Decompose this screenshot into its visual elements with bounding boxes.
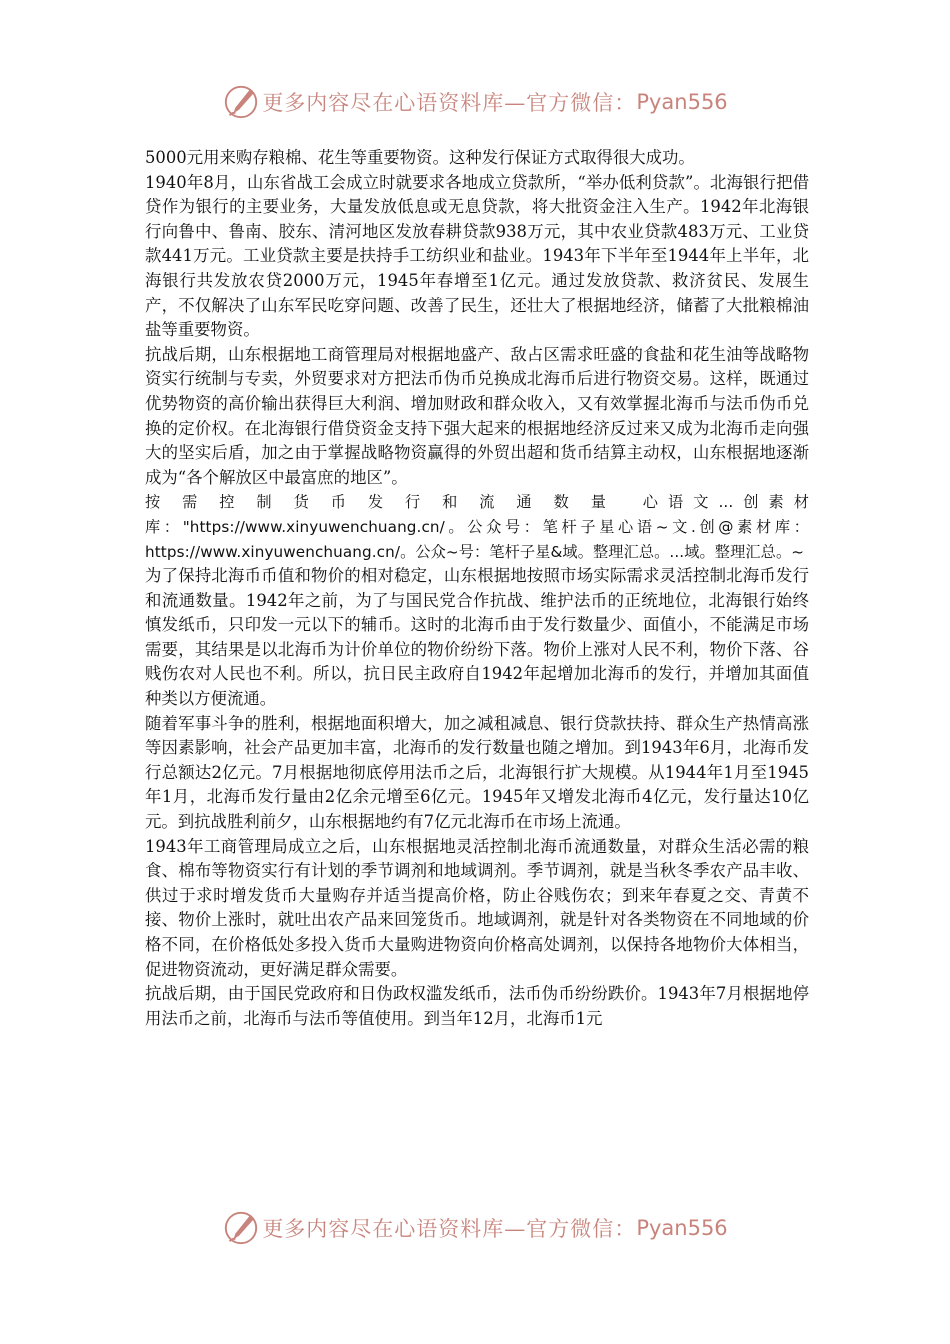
header-banner	[0, 82, 950, 122]
paragraph: 抗战后期，山东根据地工商管理局对根据地盛产、敌占区需求旺盛的食盐和花生油等战略物资实行统制与专卖，外贸要求对方把法币伪币兑换成北海币后进行物资交易。这样，既通过优势物资的高价输出获得巨大利润、增加财政和群众收入，又有效掌握北海币与法币伪币兑换的定价权。在北海银行借贷资金支持下强大起来的根据地经济反过来又成为北海币走向强大的坚实后盾，加之由于掌握战略物资赢得的外贸出超和货币结算主动权，山东根据地逐渐成为“各个解放区中最富庶的地区”。	[145, 344, 809, 487]
section-heading	[145, 490, 809, 564]
paragraph: 抗战后期，由于国民党政府和日伪政权滥发纸币，法币伪币纷纷跌价。1943年7月根据地停用法币之前，北海币与法币等值使用。到当年12月，北海币1元	[145, 984, 809, 1028]
wechat-id: Pyan556	[636, 1216, 728, 1240]
wechat-id: Pyan556	[636, 90, 728, 114]
quill-pen-icon	[222, 1209, 260, 1247]
paragraph: 1940年8月，山东省战工会成立时就要求各地成立贷款所，“举办低利贷款”。北海银行把借贷作为银行的主要业务，大量发放低息或无息贷款，将大批资金注入生产。1942年北海银行向鲁中、鲁南、胶东、清河地区发放春耕贷款938万元，其中农业贷款483万元、工业贷款441万元。工业贷款主要是扶持手工纺织业和盐业。1943年下半年至1944年上半年，北海银行共发放农贷2000万元，1945年春增至1亿元。通过发放贷款、救济贫民、发展生产，不仅解决了山东军民吃穿问题、改善了民生，还壮大了根据地经济，储蓄了大批粮棉油盐等重要物资。	[145, 172, 809, 340]
document-body	[145, 146, 809, 1031]
section-title: 按需控制货币发行和流通数量	[145, 493, 628, 512]
paragraph: 为了保持北海币币值和物价的相对稳定，山东根据地按照市场实际需求灵活控制北海币发行和流通数量。1942年之前，为了与国民党合作抗战、维护法币的正统地位，北海银行始终慎发纸币，只印发一元以下的辅币。这时的北海币由于发行数量少、面值小，不能满足市场需要，其结果是以北海币为计价单位的物价纷纷下落。物价上涨对人民不利，物价下落、谷贱伤农对人民也不利。所以，抗日民主政府自1942年起增加北海币的发行，并增加其面值种类以方便流通。	[145, 566, 809, 709]
footer-banner	[0, 1208, 950, 1248]
banner-text: 更多内容尽在心语资料库—官方微信：	[262, 1217, 637, 1241]
paragraph: 5000元用来购存粮棉、花生等重要物资。这种发行保证方式取得很大成功。	[145, 148, 695, 167]
banner-text: 更多内容尽在心语资料库—官方微信：	[262, 91, 637, 115]
paragraph: 随着军事斗争的胜利，根据地面积增大，加之减租减息、银行贷款扶持、群众生产热情高涨等因素影响，社会产品更加丰富，北海币的发行数量也随之增加。到1943年6月，北海币发行总额达2亿元。7月根据地彻底停用法币之后，北海银行扩大规模。从1944年1月至1945年1月，北海币发行量由2亿余元增至6亿元。1945年又增发北海币4亿元，发行量达10亿元。到抗战胜利前夕，山东根据地约有7亿元北海币在市场上流通。	[145, 713, 809, 832]
paragraph: 1943年工商管理局成立之后，山东根据地灵活控制北海币流通数量，对群众生活必需的粮食、棉布等物资实行有计划的季节调剂和地域调剂。季节调剂，就是当秋冬季农产品丰收、供过于求时增发货币大量购存并适当提高价格，防止谷贱伤农；到来年春夏之交、青黄不接、物价上涨时，就吐出农产品来回笼货币。地域调剂，就是针对各类物资在不同地域的价格不同，在价格低处多投入货币大量购进物资向价格高处调剂，以保持各地物价大体相当，促进物资流动，更好满足群众需要。	[145, 836, 809, 979]
quill-pen-icon	[222, 83, 260, 121]
heading-watermark-text: 心语文...创素材库："https://www.xinyuwenchuang.cn/。公众号：笔杆子星心语~文.创@素材库：https://www.xinyuwenchuang.cn/。公众~号：笔杆子星&域。整理汇总。...域。整理汇总。~	[145, 493, 810, 561]
